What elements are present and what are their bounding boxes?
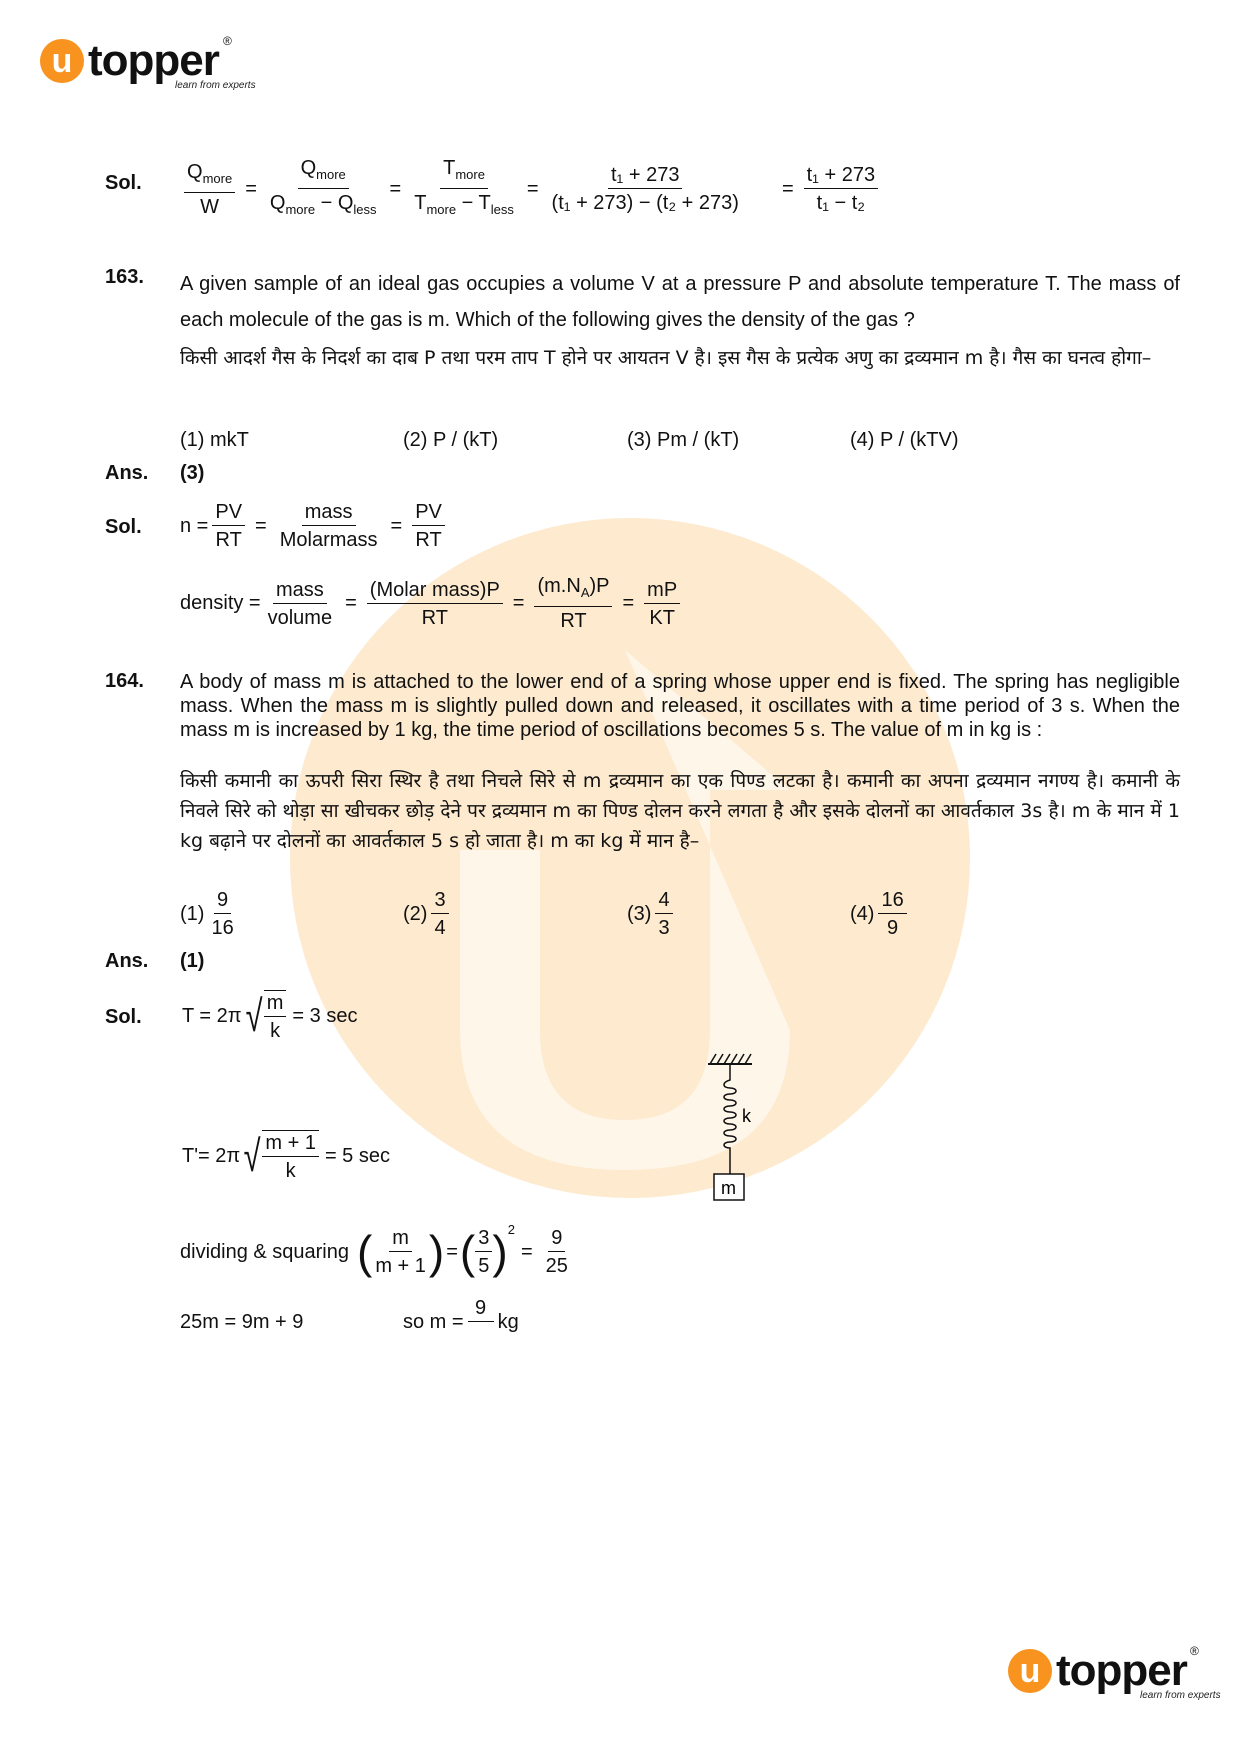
q164-option-1: (1) $\frac{9}{16}$ <box>180 888 241 940</box>
q163-n-equation: n = $\frac{PV}{RT}$ = $\frac{\text{mass}}{\text{Molarmass}}$ = $\frac{PV}{RT}$ <box>180 500 449 552</box>
fraction: $\frac{Q_{more}}{Q_{more} - Q_{less}}$ <box>269 157 377 217</box>
spring-mass-diagram <box>700 1052 780 1212</box>
q164-ans-label: Ans. <box>105 950 149 972</box>
logo-tagline: learn from experts <box>1140 1690 1221 1701</box>
spring-coil <box>724 1064 736 1174</box>
logo-registered: ® <box>223 34 232 48</box>
q164-number: 164. <box>105 670 144 692</box>
logo-tagline: learn from experts <box>175 80 256 91</box>
q163-option-3: (3) Pm / (kT) <box>627 429 740 451</box>
q162-sol-equation: $\frac{Q_{more}}{W}$ = $\frac{Q_{more}}{Q_{more} - Q_{less}}$ = $\frac{T_{more}}{T_{more} - T_{less}}$ = $\frac{\text{t₁ + 273}}{\text{(t₁ + 273) − (t₂ + 273)}}$ = $\frac{\text{t₁ + 273}}{\text{t₁ − t₂}}$ <box>180 156 882 222</box>
q163-ans-value: (3) <box>180 462 205 484</box>
fraction: $\frac{\text{mass}}{\text{volume}}$ <box>267 578 333 629</box>
fraction: $\frac{4}{3}$ <box>655 888 672 940</box>
footer-logo <box>1008 1646 1187 1696</box>
logo-wordmark: topper <box>1056 1646 1187 1695</box>
spring-k-label: k <box>742 1106 751 1126</box>
logo-u-icon: u <box>40 39 84 83</box>
q163-sol-label: Sol. <box>105 516 142 538</box>
logo-registered: ® <box>1190 1644 1199 1658</box>
q163-number: 163. <box>105 266 144 288</box>
q163-option-4: (4) P / (kTV) <box>850 429 959 451</box>
q164-eq4-left: 25m = 9m + 9 <box>180 1311 304 1333</box>
fraction: $\frac{3}{4}$ <box>431 888 448 940</box>
fraction: $\frac{\text{t₁ + 273}}{\text{(t₁ + 273) − (t₂ + 273)}}$ <box>551 164 739 214</box>
header-logo <box>40 36 219 86</box>
q162-sol-label: Sol. <box>105 172 142 194</box>
fraction: $\frac{PV}{RT}$ <box>412 500 445 552</box>
q163-english-text: A given sample of an ideal gas occupies a volume V at a pressure P and absolute temperature T. The mass of each molecule of the gas is m. Which of the following gives the density of the gas ? <box>180 273 1180 331</box>
fraction: $\frac{\text{t₁ + 273}}{\text{t₁ − t₂}}$ <box>804 163 878 215</box>
q164-eq3: dividing & squaring ( $\frac{m}{m + 1}$ ) = ( $\frac{3}{5}$ ) $^2$ = $\frac{9}{25}$ <box>180 1226 575 1278</box>
fraction: $\frac{PV}{RT}$ <box>212 500 245 552</box>
fraction: $\frac{(m.N_A)P}{RT}$ <box>534 574 612 633</box>
q163-density-equation: density = $\frac{\text{mass}}{\text{volume}}$ = $\frac{\text{(Molar mass)P}}{RT}$ = $\frac{(m.N_A)P}{RT}$ = $\frac{mP}{KT}$ <box>180 574 684 633</box>
q163-ans-label: Ans. <box>105 462 149 484</box>
fraction: $\frac{\text{(Molar mass)P}}{RT}$ <box>367 578 503 630</box>
mass-m-label: m <box>721 1178 736 1198</box>
q164-english-text: A body of mass m is attached to the lower end of a spring whose upper end is fixed. The spring has negligible mass. When the mass m is slightly pulled down and released, it oscillates with a time period of 3 s. When the mass m is increased by 1 kg, the time period of oscillations becomes 5 s. The value of m in kg is : <box>180 671 1180 741</box>
q164-eq2: T'= 2π √ $\frac{m + 1}{k}$ = 5 sec <box>182 1131 390 1182</box>
fraction: $\frac{3}{5}$ <box>475 1226 492 1278</box>
fraction: 9 <box>468 1296 494 1348</box>
fraction: $\frac{T_{more}}{T_{more} - T_{less}}$ <box>414 157 514 217</box>
fraction: $\frac{9}{25}$ <box>545 1227 568 1277</box>
ceiling-hatching <box>710 1054 751 1064</box>
q164-option-3: (3) $\frac{4}{3}$ <box>627 888 677 940</box>
logo-wordmark: topper <box>88 36 219 85</box>
q164-sol-label: Sol. <box>105 1006 142 1028</box>
q164-hindi-text: किसी कमानी का ऊपरी सिरा स्थिर है तथा निचले सिरे से m द्रव्यमान का एक पिण्ड लटका है। कमानी का अपना द्रव्यमान नगण्य है। कमानी के निवले सिरे को थोड़ा सा खीचकर छोड़ देने पर द्रव्यमान m का पिण्ड दोलन करने लगता है और इसके दोलनों का आवर्तकाल 3s है। m के मान में 1 kg बढ़ाने पर दोलनों का आवर्तकाल 5 s हो जाता है। m का kg में मान है– <box>180 770 1180 852</box>
fraction: $\frac{9}{16}$ <box>211 889 234 939</box>
q164-eq4-right: so m = 9 kg <box>403 1296 519 1348</box>
logo-u-icon: u <box>1008 1649 1052 1693</box>
fraction: $\frac{Q_{more}}{W}$ <box>184 160 235 219</box>
q163-hindi-text: किसी आदर्श गैस के निदर्श का दाब P तथा परम ताप T होने पर आयतन V है। इस गैस के प्रत्येक अणु का द्रव्यमान m है। गैस का घनत्व होगा– <box>180 347 1152 369</box>
q163-option-1: (1) mkT <box>180 429 249 451</box>
fraction: $\frac{16}{9}$ <box>878 888 906 940</box>
q164-eq1: T = 2π √ $\frac{m}{k}$ = 3 sec <box>182 991 358 1042</box>
q164-ans-value: (1) <box>180 950 205 972</box>
q163-option-2: (2) P / (kT) <box>403 429 499 451</box>
fraction: $\frac{\text{mass}}{\text{Molarmass}}$ <box>279 501 378 551</box>
q164-option-2: (2) $\frac{3}{4}$ <box>403 888 453 940</box>
fraction: $\frac{mP}{KT}$ <box>644 578 680 630</box>
q164-option-4: (4) $\frac{16}{9}$ <box>850 888 911 940</box>
fraction: $\frac{m}{m + 1}$ <box>375 1227 426 1277</box>
